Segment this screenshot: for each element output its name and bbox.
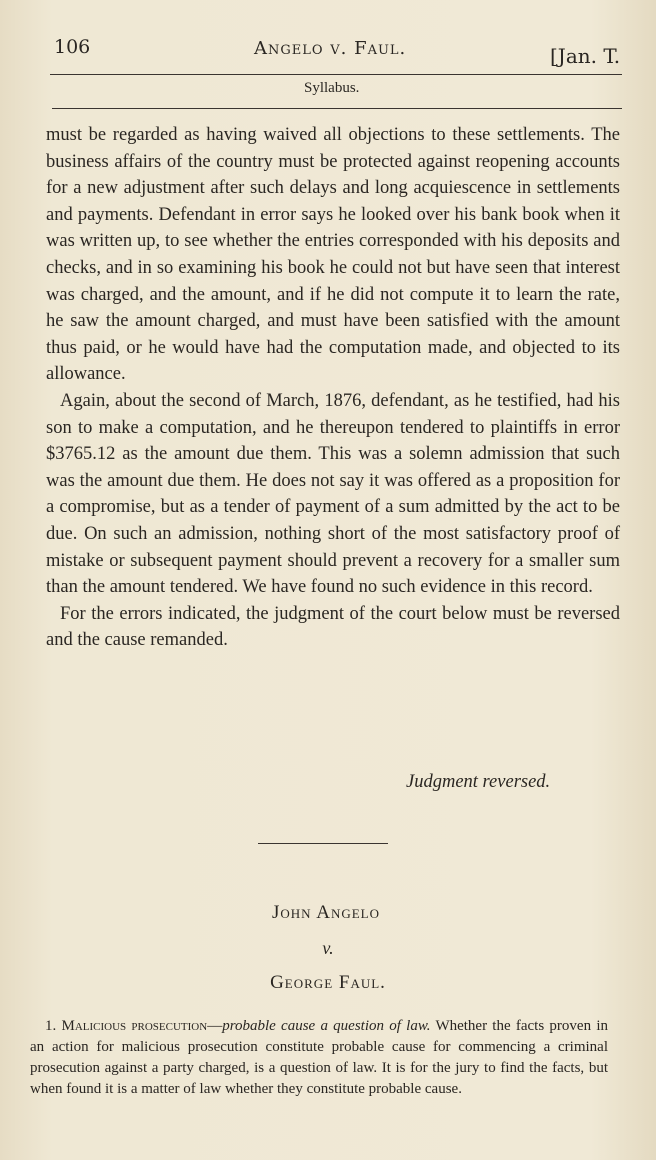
page-number: 106: [54, 36, 91, 58]
judgment-line: Judgment reversed.: [406, 772, 551, 792]
paragraph-tender: Again, about the second of March, 1876, defendant, as he testified, had his son to make a computation, and he thereupon tendered to plaintiffs in error $3765.12 as the amount due them. This was a solemn admission that such was the amount due them. He does not say it was offered as a proposition for a compromise, but as a tender of payment of a sum admitted by the act to be due. On such an admission, nothing short of the most satisfactory proof of mistake or subsequent payment should prevent a recovery for a smaller sum than the amount tendered. We have found no such evidence in this record.: [46, 390, 620, 598]
case-separator: [258, 843, 388, 844]
case-plaintiff: John Angelo: [271, 902, 381, 923]
headnote-subtopic: probable cause a question of law.: [222, 1018, 431, 1034]
headnote: [30, 1016, 608, 1100]
term-label: [Jan. T.: [550, 44, 621, 68]
page-header: [48, 36, 628, 76]
opinion-body: [46, 122, 620, 654]
headnote-topic: Malicious prosecution: [61, 1018, 208, 1034]
paragraph-continued: must be regarded as having waived all objections to these settlements. The business affairs of the country must be protected against reopening accounts for a new adjustment after such delays and long acquiescence in settlements and payments. Defendant in error says he looked over his bank book when it was written up, to see whether the entries corresponded with his deposits and checks, and in so examining his book he could not but have seen that interest was charged, and the amount, and if he did not compute it to learn the rate, he saw the amount charged, and must have been satisfied with the amount thus paid, or he would have had the computation made, and objected to its allowance.: [46, 125, 620, 385]
case-versus: v.: [322, 938, 334, 958]
headnote-number: 1.: [45, 1018, 57, 1034]
running-title: Angelo v. Faul.: [254, 38, 407, 59]
paragraph-conclusion: For the errors indicated, the judgment of the court below must be reversed and the cause remanded.: [46, 603, 620, 651]
syllabus-rule: [52, 108, 622, 109]
headnote-text: Whether the facts proven in an action for malicious prosecution constitute probable cause for commencing a criminal prosecution against a party charged, is a question of law. It is for the jury to find the facts, but when found it is a matter of law whether they constitute probable cause.: [30, 1018, 608, 1097]
header-rule: [50, 74, 622, 75]
headnote-dash: —: [207, 1018, 223, 1034]
case-defendant: George Faul.: [270, 972, 386, 993]
syllabus-heading: Syllabus.: [304, 80, 360, 96]
